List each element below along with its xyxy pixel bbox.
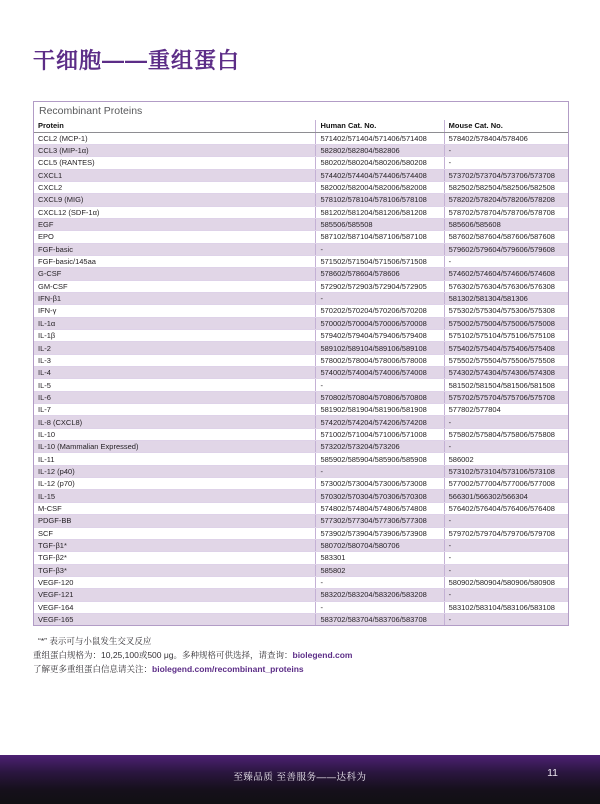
protein-cell: G-CSF: [34, 268, 316, 280]
table-row: [34, 391, 568, 403]
human-cat-cell: 574802/574804/574806/574808: [316, 502, 444, 514]
footer-slogan: 至臻品质 至善服务——达科为: [233, 772, 367, 783]
human-cat-cell: 580702/580704/580706: [316, 539, 444, 551]
human-cat-cell: 578002/578004/578006/578008: [316, 354, 444, 366]
protein-cell: IL-7: [34, 404, 316, 416]
protein-cell: IL-3: [34, 354, 316, 366]
protein-cell: CCL3 (MIP-1α): [34, 144, 316, 156]
protein-cell: IL-10 (Mammalian Expressed): [34, 441, 316, 453]
mouse-cat-cell: 575002/575004/575006/575008: [444, 317, 568, 329]
protein-cell: PDGF-BB: [34, 515, 316, 527]
human-cat-cell: 583301: [316, 552, 444, 564]
mouse-cat-cell: 578702/578704/578706/578708: [444, 206, 568, 218]
human-cat-cell: 573202/573204/573206: [316, 441, 444, 453]
protein-cell: TGF-β2*: [34, 552, 316, 564]
mouse-cat-cell: -: [444, 515, 568, 527]
footnote-sizes: [33, 648, 567, 662]
table-row: [34, 453, 568, 465]
mouse-cat-cell: 575702/575704/575706/575708: [444, 391, 568, 403]
col-header-mouse-cat-no: Mouse Cat. No.: [444, 120, 568, 132]
protein-cell: IL-6: [34, 391, 316, 403]
table-row: [34, 194, 568, 206]
protein-cell: IFN-γ: [34, 305, 316, 317]
table-title: Recombinant Proteins: [39, 105, 143, 117]
table-body: [34, 132, 568, 625]
protein-cell: IFN-β1: [34, 292, 316, 304]
table-row: [34, 564, 568, 576]
human-cat-cell: 571502/571504/571506/571508: [316, 255, 444, 267]
col-header-human-cat-no: Human Cat. No.: [316, 120, 444, 132]
mouse-cat-cell: 577802/577804: [444, 404, 568, 416]
mouse-cat-cell: -: [444, 613, 568, 625]
protein-cell: IL-1α: [34, 317, 316, 329]
footer-bar: [0, 755, 600, 804]
protein-cell: IL-5: [34, 379, 316, 391]
table-row: [34, 144, 568, 156]
recombinant-proteins-table: [33, 101, 569, 626]
table-row: [34, 404, 568, 416]
table-row: [34, 478, 568, 490]
protein-cell: EPO: [34, 231, 316, 243]
human-cat-cell: 570802/570804/570806/570808: [316, 391, 444, 403]
page-number: 11: [547, 767, 558, 779]
protein-cell: CXCL12 (SDF-1α): [34, 206, 316, 218]
mouse-cat-cell: -: [444, 539, 568, 551]
protein-cell: IL-12 (p70): [34, 478, 316, 490]
recombinant-proteins-link[interactable]: biolegend.com/recombinant_proteins: [152, 664, 304, 674]
table-row: [34, 465, 568, 477]
human-cat-cell: 579402/579404/579406/579408: [316, 330, 444, 342]
table-row: [34, 527, 568, 539]
mouse-cat-cell: 579702/579704/579706/579708: [444, 527, 568, 539]
table-row: [34, 589, 568, 601]
human-cat-cell: 574202/574204/574206/574208: [316, 416, 444, 428]
human-cat-cell: 578102/578104/578106/578108: [316, 194, 444, 206]
protein-cell: FGF-basic: [34, 243, 316, 255]
footnote-cross-reactivity: “*” 表示可与小鼠发生交叉反应: [38, 636, 152, 646]
protein-cell: SCF: [34, 527, 316, 539]
mouse-cat-cell: 576302/576304/576306/576308: [444, 280, 568, 292]
mouse-cat-cell: 575102/575104/575106/575108: [444, 330, 568, 342]
footnotes: [33, 634, 567, 676]
human-cat-cell: 570002/570004/570006/570008: [316, 317, 444, 329]
human-cat-cell: 581902/581904/581906/581908: [316, 404, 444, 416]
table-row: [34, 490, 568, 502]
human-cat-cell: 585902/585904/585906/585908: [316, 453, 444, 465]
table-row: [34, 354, 568, 366]
mouse-cat-cell: 574602/574604/574606/574608: [444, 268, 568, 280]
protein-cell: IL-8 (CXCL8): [34, 416, 316, 428]
mouse-cat-cell: 577002/577004/577006/577008: [444, 478, 568, 490]
protein-cell: CCL5 (RANTES): [34, 157, 316, 169]
protein-cell: CCL2 (MCP-1): [34, 132, 316, 144]
page-title: 干细胞——重组蛋白: [33, 48, 241, 73]
table-row: [34, 317, 568, 329]
mouse-cat-cell: 581302/581304/581306: [444, 292, 568, 304]
human-cat-cell: 578602/578604/578606: [316, 268, 444, 280]
protein-cell: IL-2: [34, 342, 316, 354]
table-row: [34, 342, 568, 354]
mouse-cat-cell: -: [444, 157, 568, 169]
mouse-cat-cell: 575302/575304/575306/575308: [444, 305, 568, 317]
table-row: [34, 539, 568, 551]
human-cat-cell: -: [316, 576, 444, 588]
table-row: [34, 268, 568, 280]
mouse-cat-cell: 573102/573104/573106/573108: [444, 465, 568, 477]
table-row: [34, 305, 568, 317]
protein-cell: TGF-β3*: [34, 564, 316, 576]
table-row: [34, 231, 568, 243]
table-row: [34, 169, 568, 181]
protein-cell: IL-12 (p40): [34, 465, 316, 477]
mouse-cat-cell: 573702/573704/573706/573708: [444, 169, 568, 181]
table-header-row: [34, 120, 568, 132]
mouse-cat-cell: -: [444, 255, 568, 267]
table-row: [34, 552, 568, 564]
mouse-cat-cell: 578202/578204/578206/578208: [444, 194, 568, 206]
table-row: [34, 330, 568, 342]
table-row: [34, 502, 568, 514]
protein-cell: VEGF-164: [34, 601, 316, 613]
mouse-cat-cell: 580902/580904/580906/580908: [444, 576, 568, 588]
table-row: [34, 576, 568, 588]
mouse-cat-cell: -: [444, 416, 568, 428]
table-row: [34, 181, 568, 193]
table-row: [34, 218, 568, 230]
human-cat-cell: 580202/580204/580206/580208: [316, 157, 444, 169]
human-cat-cell: 571002/571004/571006/571008: [316, 428, 444, 440]
mouse-cat-cell: 575402/575404/575406/575408: [444, 342, 568, 354]
human-cat-cell: 570202/570204/570206/570208: [316, 305, 444, 317]
mouse-cat-cell: 587602/587604/587606/587608: [444, 231, 568, 243]
mouse-cat-cell: 581502/581504/581506/581508: [444, 379, 568, 391]
mouse-cat-cell: 575502/575504/575506/575508: [444, 354, 568, 366]
protein-cell: CXCL9 (MIG): [34, 194, 316, 206]
human-cat-cell: 571402/571404/571406/571408: [316, 132, 444, 144]
footnote-sizes-text: 重组蛋白规格为：10,25,100或500 μg。多种规格可供选择，请查询：: [33, 650, 293, 660]
biolegend-link[interactable]: biolegend.com: [292, 650, 353, 660]
table-row: [34, 379, 568, 391]
mouse-cat-cell: -: [444, 552, 568, 564]
human-cat-cell: 572902/572903/572904/572905: [316, 280, 444, 292]
human-cat-cell: 589102/589104/589106/589108: [316, 342, 444, 354]
table-row: [34, 280, 568, 292]
human-cat-cell: 582002/582004/582006/582008: [316, 181, 444, 193]
protein-cell: GM-CSF: [34, 280, 316, 292]
table-row: [34, 367, 568, 379]
human-cat-cell: 587102/587104/587106/587108: [316, 231, 444, 243]
mouse-cat-cell: -: [444, 564, 568, 576]
mouse-cat-cell: 574302/574304/574306/574308: [444, 367, 568, 379]
human-cat-cell: 582802/582804/582806: [316, 144, 444, 156]
protein-cell: CXCL1: [34, 169, 316, 181]
mouse-cat-cell: 578402/578404/578406: [444, 132, 568, 144]
footnote-more-info-text: 了解更多重组蛋白信息请关注：: [33, 664, 153, 674]
mouse-cat-cell: -: [444, 144, 568, 156]
protein-cell: TGF-β1*: [34, 539, 316, 551]
protein-cell: IL-15: [34, 490, 316, 502]
mouse-cat-cell: -: [444, 441, 568, 453]
human-cat-cell: 585802: [316, 564, 444, 576]
human-cat-cell: 577302/577304/577306/577308: [316, 515, 444, 527]
human-cat-cell: 574402/574404/574406/574408: [316, 169, 444, 181]
protein-cell: M-CSF: [34, 502, 316, 514]
human-cat-cell: 574002/574004/574006/574008: [316, 367, 444, 379]
table-row: [34, 255, 568, 267]
mouse-cat-cell: 579602/579604/579606/579608: [444, 243, 568, 255]
mouse-cat-cell: 575802/575804/575806/575808: [444, 428, 568, 440]
protein-cell: IL-1β: [34, 330, 316, 342]
protein-cell: VEGF-121: [34, 589, 316, 601]
human-cat-cell: 583202/583204/583206/583208: [316, 589, 444, 601]
human-cat-cell: 581202/581204/581206/581208: [316, 206, 444, 218]
mouse-cat-cell: 576402/576404/576406/576408: [444, 502, 568, 514]
table-row: [34, 416, 568, 428]
protein-cell: IL-10: [34, 428, 316, 440]
footnote-more-info: [33, 662, 567, 676]
human-cat-cell: -: [316, 243, 444, 255]
col-header-protein: Protein: [34, 120, 316, 132]
human-cat-cell: -: [316, 601, 444, 613]
mouse-cat-cell: 583102/583104/583106/583108: [444, 601, 568, 613]
mouse-cat-cell: 585606/585608: [444, 218, 568, 230]
protein-cell: VEGF-120: [34, 576, 316, 588]
human-cat-cell: 583702/583704/583706/583708: [316, 613, 444, 625]
table-row: [34, 601, 568, 613]
mouse-cat-cell: -: [444, 589, 568, 601]
protein-cell: VEGF-165: [38, 615, 74, 625]
human-cat-cell: -: [316, 292, 444, 304]
human-cat-cell: 570302/570304/570306/570308: [316, 490, 444, 502]
table-row: [34, 515, 568, 527]
table-row: [34, 613, 568, 625]
human-cat-cell: 573002/573004/573006/573008: [316, 478, 444, 490]
table-row: [34, 292, 568, 304]
mouse-cat-cell: 586002: [444, 453, 568, 465]
protein-cell: IL-11: [34, 453, 316, 465]
protein-cell: EGF: [34, 218, 316, 230]
protein-cell: IL-4: [34, 367, 316, 379]
table-row: [34, 206, 568, 218]
protein-cell: CXCL2: [34, 181, 316, 193]
table-row: [34, 428, 568, 440]
human-cat-cell: 585506/585508: [316, 218, 444, 230]
human-cat-cell: 573902/573904/573906/573908: [316, 527, 444, 539]
human-cat-cell: -: [316, 465, 444, 477]
mouse-cat-cell: 582502/582504/582506/582508: [444, 181, 568, 193]
human-cat-cell: -: [316, 379, 444, 391]
table-row: [34, 132, 568, 144]
mouse-cat-cell: 566301/566302/566304: [444, 490, 568, 502]
table-row: [34, 243, 568, 255]
protein-cell: FGF-basic/145aa: [34, 255, 316, 267]
table-row: [34, 157, 568, 169]
table-row: [34, 441, 568, 453]
